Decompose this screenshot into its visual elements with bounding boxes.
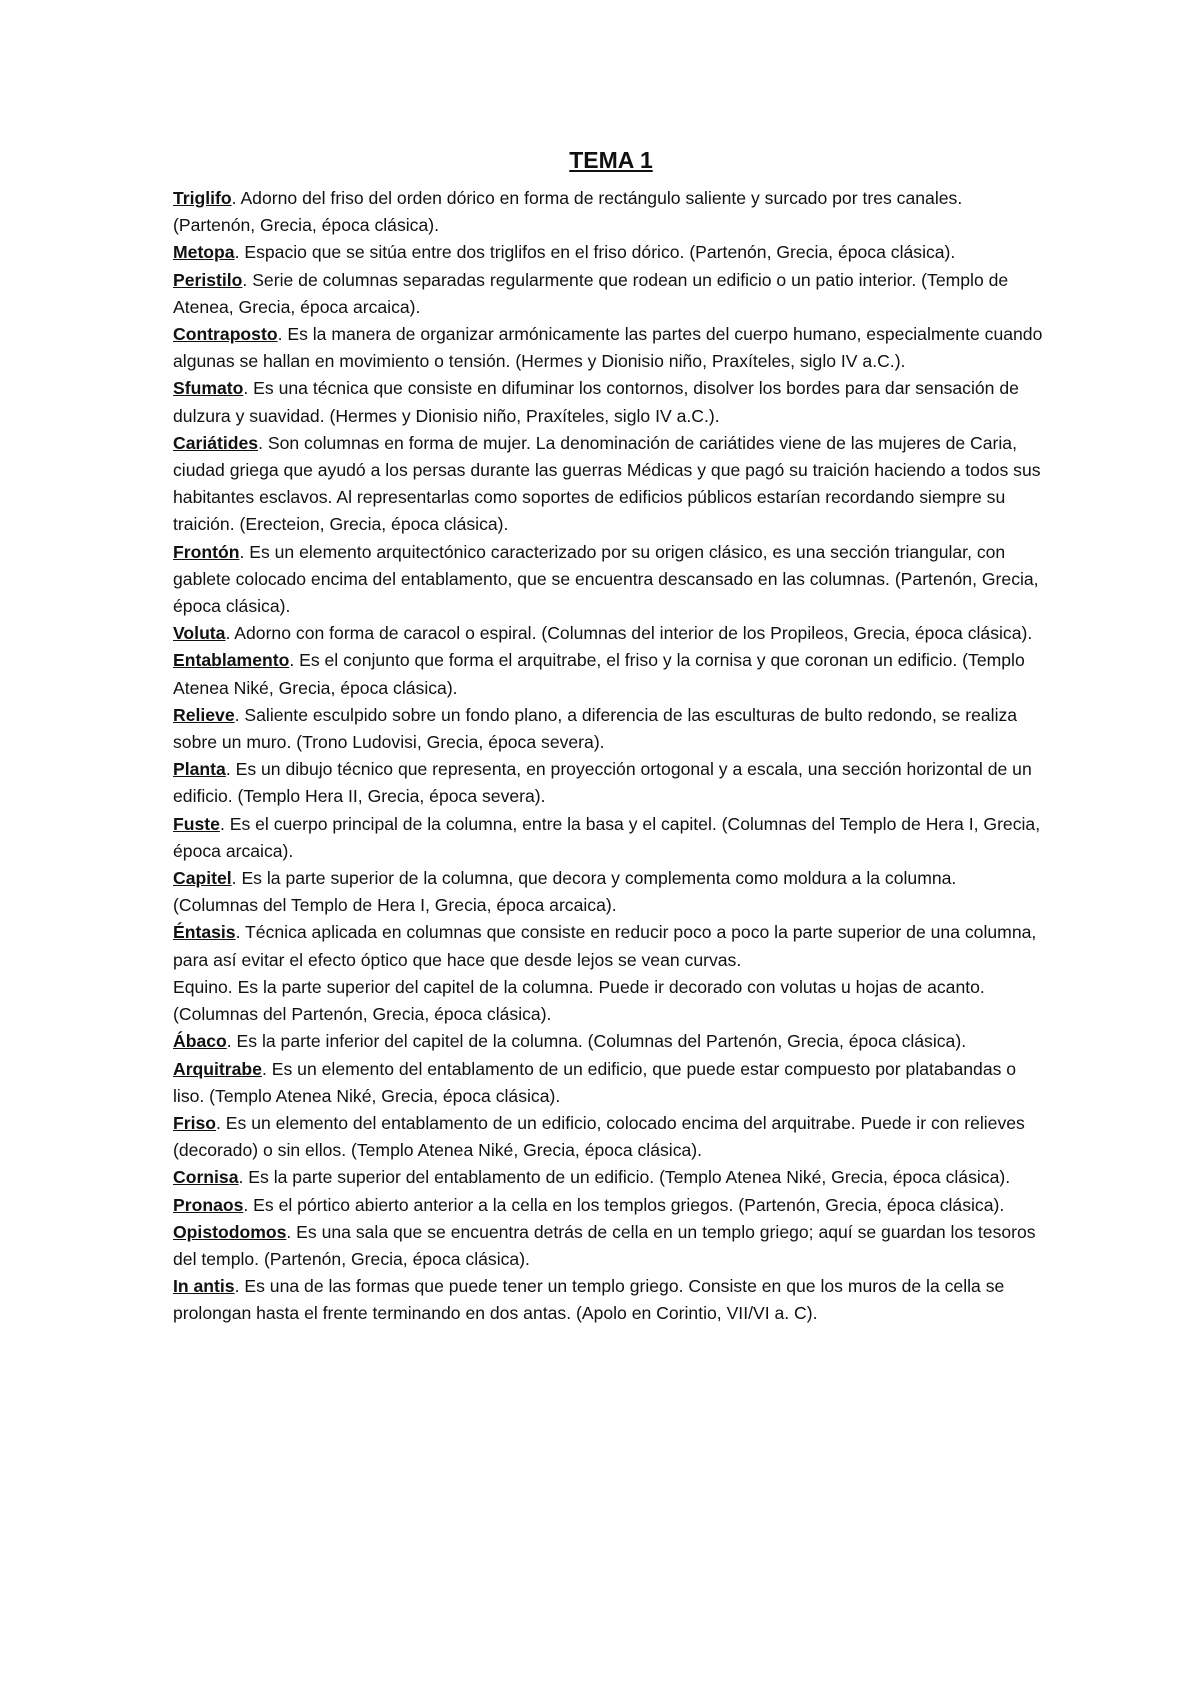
- glossary-definition: . Saliente esculpido sobre un fondo plano, a diferencia de las esculturas de bulto redondo, se realiza sobre un muro. (Trono Ludovisi, Grecia, época severa).: [173, 704, 1018, 753]
- glossary-term: Fuste: [173, 813, 220, 834]
- glossary-entry: [173, 539, 1043, 621]
- glossary-definition: . Es un elemento del entablamento de un edificio, colocado encima del arquitrabe. Puede ir con relieves (decorado) o sin ellos. (Templo Atenea Niké, Grecia, época clásica).: [173, 1112, 1025, 1161]
- glossary-definition: . Es un elemento del entablamento de un edificio, que puede estar compuesto por platabandas o liso. (Templo Atenea Niké, Grecia, época clásica).: [173, 1058, 1017, 1106]
- glossary-definition: . Es la parte superior del capitel de la columna. Puede ir decorado con volutas u hojas de acanto. (Columnas del Partenón, Grecia, época clásica).: [173, 976, 985, 1025]
- glossary-entry: [173, 1192, 1043, 1219]
- glossary-definition: . Técnica aplicada en columnas que consiste en reducir poco a poco la parte superior de una columna, para así evitar el efecto óptico que hace que desde lejos se vean curvas.: [173, 922, 1037, 970]
- glossary-term: Frontón: [173, 541, 240, 562]
- glossary-entry: [173, 239, 1043, 266]
- glossary-term: Pronaos: [173, 1194, 244, 1215]
- glossary-term: Planta: [173, 759, 226, 780]
- glossary-list: [173, 185, 1043, 1328]
- glossary-definition: . Adorno del friso del orden dórico en forma de rectángulo saliente y surcado por tres canales. (Partenón, Grecia, época clásica).: [173, 188, 963, 236]
- glossary-definition: . Espacio que se sitúa entre dos triglifos en el friso dórico. (Partenón, Grecia, época clásica).: [234, 242, 956, 263]
- glossary-term: Opistodomos: [173, 1221, 287, 1242]
- glossary-entry: [173, 1273, 1043, 1327]
- glossary-definition: . Es la parte superior del entablamento de un edificio. (Templo Atenea Niké, Grecia, época clásica).: [238, 1167, 1011, 1188]
- glossary-term: Éntasis: [173, 922, 236, 943]
- glossary-term: Relieve: [173, 704, 235, 725]
- glossary-term: Voluta: [173, 623, 226, 644]
- glossary-entry: [173, 865, 1043, 919]
- glossary-term: Equino: [173, 976, 228, 997]
- glossary-entry: [173, 185, 1043, 239]
- glossary-term: Contraposto: [173, 324, 278, 345]
- glossary-term: Arquitrabe: [173, 1058, 262, 1079]
- glossary-entry: [173, 620, 1043, 647]
- glossary-entry: [173, 267, 1043, 321]
- glossary-definition: . Es el pórtico abierto anterior a la cella en los templos griegos. (Partenón, Grecia, época clásica).: [243, 1194, 1005, 1215]
- glossary-term: Cornisa: [173, 1167, 239, 1188]
- glossary-entry: [173, 756, 1043, 810]
- glossary-entry: [173, 1056, 1043, 1110]
- glossary-entry: [173, 1164, 1043, 1191]
- glossary-term: Capitel: [173, 868, 232, 889]
- glossary-definition: . Es una técnica que consiste en difuminar los contornos, disolver los bordes para dar sensación de dulzura y suavidad. (Hermes y Dionisio niño, Praxíteles, siglo IV a.C.).: [173, 378, 1019, 426]
- glossary-entry: [173, 321, 1043, 375]
- glossary-definition: . Son columnas en forma de mujer. La denominación de cariátides viene de las mujeres de Caria, ciudad griega que ayudó a los persas durante las guerras Médicas y que pagó su traición haciendo a todos sus habitantes esclavos. Al representarlas como soportes de edificios públicos estarían recordando siempre su traición. (Erecteion, Grecia, época clásica).: [173, 432, 1041, 535]
- glossary-term: Friso: [173, 1112, 217, 1133]
- glossary-definition: . Es un dibujo técnico que representa, en proyección ortogonal y a escala, una sección horizontal de un edificio. (Templo Hera II, Grecia, época severa).: [173, 759, 1032, 807]
- page-title: TEMA 1: [569, 147, 653, 173]
- glossary-definition: . Es una sala que se encuentra detrás de cella en un templo griego; aquí se guardan los tesoros del templo. (Partenón, Grecia, época clásica).: [173, 1221, 1036, 1269]
- glossary-term: Peristilo: [173, 269, 243, 290]
- glossary-definition: . Es la manera de organizar armónicamente las partes del cuerpo humano, especialmente cuando algunas se hallan en movimiento o tensión. (Hermes y Dionisio niño, Praxíteles, siglo IV a.C.).: [173, 324, 1043, 372]
- glossary-term: Ábaco: [173, 1031, 227, 1052]
- glossary-entry: [173, 1110, 1043, 1164]
- glossary-entry: [173, 375, 1043, 429]
- glossary-definition: . Es el conjunto que forma el arquitrabe, el friso y la cornisa y que coronan un edificio. (Templo Atenea Niké, Grecia, época clásica).: [173, 650, 1025, 698]
- glossary-definition: . Adorno con forma de caracol o espiral. (Columnas del interior de los Propileos, Grecia, época clásica).: [225, 623, 1033, 644]
- glossary-term: Entablamento: [173, 650, 290, 671]
- glossary-definition: . Es una de las formas que puede tener un templo griego. Consiste en que los muros de la cella se prolongan hasta el frente terminando en dos antas. (Apolo en Corintio, VII/VI a. C).: [173, 1276, 1005, 1324]
- glossary-entry: [173, 647, 1043, 701]
- document-page: [173, 145, 1043, 1328]
- glossary-entry: [173, 430, 1043, 539]
- glossary-term: In antis: [173, 1276, 235, 1297]
- glossary-entry: [173, 919, 1043, 973]
- glossary-term: Triglifo: [173, 188, 232, 208]
- glossary-definition: . Es un elemento arquitectónico caracterizado por su origen clásico, es una sección triangular, con gablete colocado encima del entablamento, que se encuentra descansado en las columnas. (Partenón, Grecia, época clásica).: [173, 541, 1039, 617]
- glossary-term: Metopa: [173, 242, 235, 263]
- glossary-definition: . Serie de columnas separadas regularmente que rodean un edificio o un patio interior. (Templo de Atenea, Grecia, época arcaica).: [173, 269, 1009, 317]
- glossary-term: Cariátides: [173, 432, 259, 453]
- glossary-entry: [173, 1028, 1043, 1055]
- glossary-definition: . Es la parte inferior del capitel de la columna. (Columnas del Partenón, Grecia, época clásica).: [226, 1031, 967, 1052]
- glossary-entry: [173, 1219, 1043, 1273]
- glossary-entry: [173, 974, 1043, 1028]
- glossary-entry: [173, 702, 1043, 756]
- glossary-term: Sfumato: [173, 378, 244, 399]
- glossary-entry: [173, 811, 1043, 865]
- glossary-definition: . Es el cuerpo principal de la columna, entre la basa y el capitel. (Columnas del Templo de Hera I, Grecia, época arcaica).: [173, 813, 1041, 861]
- glossary-definition: . Es la parte superior de la columna, que decora y complementa como moldura a la columna. (Columnas del Templo de Hera I, Grecia, época arcaica).: [173, 868, 957, 916]
